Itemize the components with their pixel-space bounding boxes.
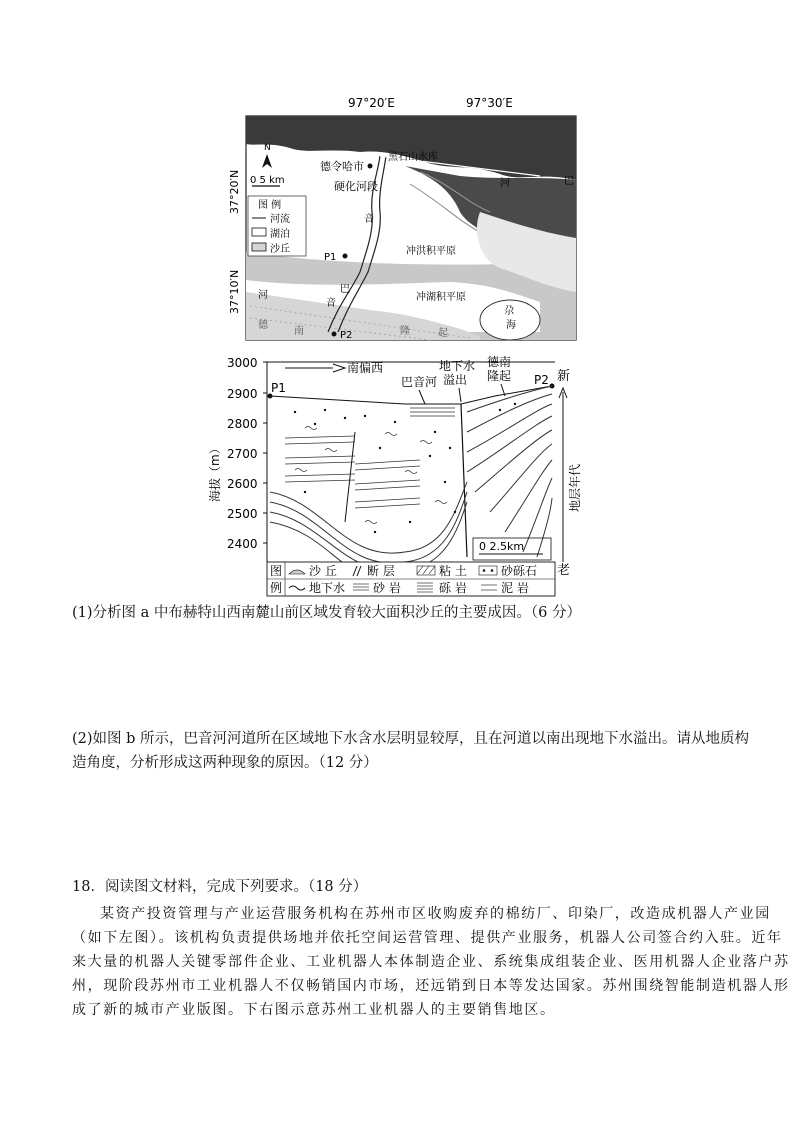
legend-r2: 砾 岩 [439,581,467,595]
mountain-char: 德 [258,320,268,331]
river-char: 河 [500,178,510,189]
legend-head-2: 例 [270,581,283,595]
point-p1-icon [343,254,348,259]
legend-item-dune: 沙丘 [270,244,290,255]
section-p1-label: P1 [271,381,286,395]
direction-label: 南偏西 [347,361,384,375]
age-label: 地层年代 [568,463,582,512]
paragraph-line: 成了新的城市产业版图。下右图示意苏州工业机器人的主要销售地区。 [72,1002,556,1018]
lacustrine-label: 冲湖积平原 [416,292,466,303]
age-old: 老 [557,563,571,578]
paragraph-line: 州，现阶段苏州市工业机器人不仅畅销国内市场，还远销到日本等发达国家。苏州围绕智能制造机器人形 [72,978,790,994]
alluvial-label: 冲洪积平原 [406,246,456,257]
groundwater-label-2: 溢出 [443,373,468,387]
lake-char: 海 [506,320,516,331]
lon-label-1: 97°20′E [348,96,395,110]
groundwater-label-1: 地下水 [439,359,476,373]
river-char: 巴 [564,176,574,187]
legend-r1: 粘 土 [439,564,467,578]
legend-r2: 泥 岩 [501,581,529,595]
section-p2-label: P2 [534,373,549,387]
legend-r2: 砂 岩 [373,581,401,595]
city-label: 德令哈市 [320,160,364,173]
mountain-char: 起 [438,328,448,339]
legend-item-river: 河流 [270,214,290,225]
lat-label-1: 37°20′N [228,169,241,214]
y-tick: 2800 [227,417,258,431]
y-tick: 2600 [227,477,258,491]
point-p2-icon [332,332,337,337]
age-new: 新 [557,369,571,384]
y-tick: 3000 [227,356,258,370]
uplift-label-1: 德南 [487,355,512,369]
question-2-line-1: (2)如图 b 所示，巴音河河道所在区域地下水含水层明显较厚，且在河道以南出现地下水溢出。请从地质构 [72,731,750,747]
y-tick: 2500 [227,507,258,521]
river-char: 巴 [340,284,350,295]
lat-label-2: 37°10′N [228,269,241,314]
legend-r1: 砂砾石 [501,564,538,578]
y-tick: 2700 [227,447,258,461]
city-dot-icon [368,164,373,169]
legend-r1: 断 层 [367,564,395,578]
figure-a-map [210,92,590,350]
river-char: 音 [364,214,374,225]
point-p2-label: P2 [340,330,353,341]
map-scale: 0 5 km [250,175,285,186]
paragraph-line: （如下左图）。该机构负责提供场地并依托空间运营管理、提供产业服务，机器人公司签合约入驻。近年 [72,930,783,946]
question-1: (1)分析图 a 中布赫特山西南麓山前区域发育较大面积沙丘的主要成因。（6 分） [72,605,581,621]
uplift-label-2: 隆起 [487,369,512,383]
y-tick: 2900 [227,387,258,401]
point-p1-label: P1 [324,252,337,263]
mountain-char: 南 [294,326,304,337]
question-2-line-2: 造角度，分析形成这两种现象的原因。（12 分） [72,755,378,771]
y-axis-label: 海拔（m） [208,442,222,502]
river-char: 音 [326,298,336,309]
y-tick: 2400 [227,537,258,551]
mountain-char: 隆 [400,326,410,337]
material-paragraph [72,902,790,1022]
legend-head-1: 图 [270,564,283,578]
river-label: 巴音河 [401,375,438,389]
legend-r1: 沙 丘 [309,564,337,578]
legend-item-lake: 湖泊 [270,229,290,240]
section-scale: 0 2.5km [479,540,525,553]
reservoir-label: 黑石山水库 [388,152,438,163]
north-label: N [264,143,271,153]
figure-b-section [205,352,590,598]
legend-r2: 地下水 [309,581,346,595]
question-18-heading: 18．阅读图文材料，完成下列要求。（18 分） [72,879,368,895]
paragraph-line: 某资产投资管理与产业运营服务机构在苏州市区收购废弃的棉纺厂、印染厂，改造成机器人产业园 [100,906,771,922]
channel-label: 硬化河段 [334,180,378,193]
legend-title: 图 例 [258,200,282,211]
lon-label-2: 97°30′E [466,96,513,110]
river-char: 河 [258,290,268,301]
lake-char: 尕 [504,306,514,317]
paragraph-line: 来大量的机器人关键零部件企业、工业机器人本体制造企业、系统集成组装企业、医用机器人企业落户苏 [72,954,790,970]
